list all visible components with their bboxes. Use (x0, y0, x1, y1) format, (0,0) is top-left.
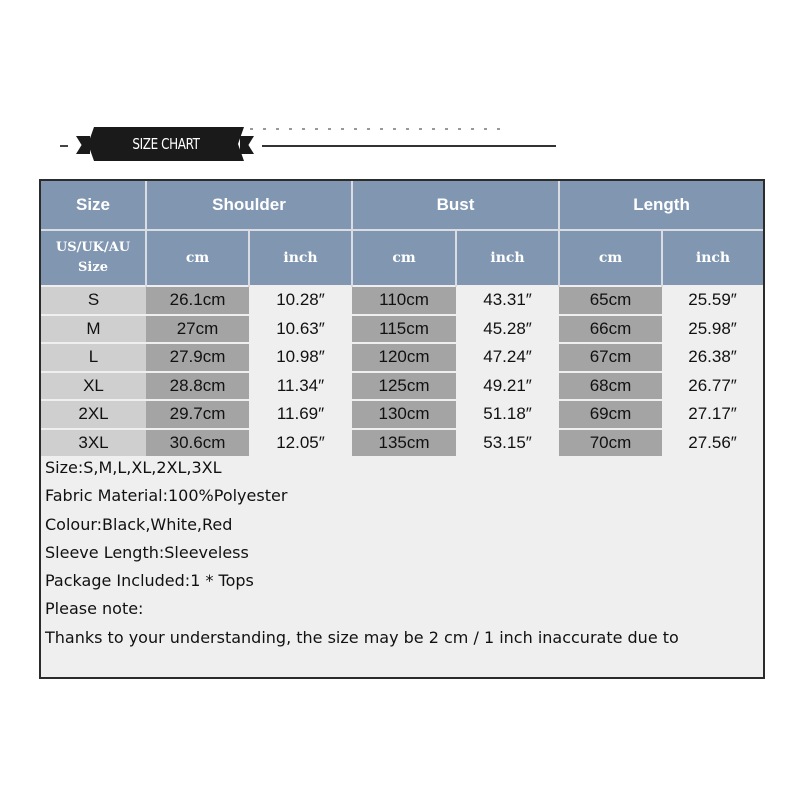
unit-shoulder-cm: cm (146, 230, 249, 286)
bust-cm-cell: 115cm (352, 315, 456, 344)
size-cell: XL (41, 372, 146, 401)
size-cell: S (41, 286, 146, 315)
shoulder-inch-cell: 10.63″ (249, 315, 352, 344)
shoulder-cm-cell: 29.7cm (146, 400, 249, 429)
size-chart-panel (39, 179, 765, 679)
shoulder-cm-cell: 28.8cm (146, 372, 249, 401)
header-size: Size (41, 181, 146, 230)
bust-cm-cell: 135cm (352, 429, 456, 457)
product-notes (45, 454, 761, 652)
size-table (41, 181, 763, 456)
shoulder-cm-cell: 27.9cm (146, 343, 249, 372)
header-length: Length (559, 181, 763, 230)
note-please-note: Please note: (45, 599, 144, 619)
banner-ribbon-right (240, 136, 254, 154)
shoulder-inch-cell: 11.34″ (249, 372, 352, 401)
length-cm-cell: 69cm (559, 400, 662, 429)
bust-inch-cell: 49.21″ (456, 372, 559, 401)
length-cm-cell: 67cm (559, 343, 662, 372)
bust-inch-cell: 45.28″ (456, 315, 559, 344)
bust-cm-cell: 120cm (352, 343, 456, 372)
banner-ribbon-left (76, 136, 90, 154)
size-chart-banner (0, 118, 800, 170)
length-cm-cell: 70cm (559, 429, 662, 457)
bust-cm-cell: 110cm (352, 286, 456, 315)
unit-bust-inch: inch (456, 230, 559, 286)
note-size: Size:S,M,L,XL,2XL,3XL (45, 458, 222, 477)
size-cell: M (41, 315, 146, 344)
shoulder-cm-cell: 26.1cm (146, 286, 249, 315)
shoulder-inch-cell: 10.98″ (249, 343, 352, 372)
header-shoulder: Shoulder (146, 181, 352, 230)
length-inch-cell: 25.59″ (662, 286, 763, 315)
banner-rule (262, 145, 556, 147)
unit-length-inch: inch (662, 230, 763, 286)
note-colour: Colour:Black,White,Red (45, 514, 233, 534)
table-row (41, 315, 763, 344)
length-inch-cell: 26.38″ (662, 343, 763, 372)
table-row (41, 286, 763, 315)
unit-bust-cm: cm (352, 230, 456, 286)
shoulder-cm-cell: 27cm (146, 315, 249, 344)
shoulder-inch-cell: 10.28″ (249, 286, 352, 315)
region-label-line1: US/UK/AU (55, 240, 131, 255)
length-cm-cell: 65cm (559, 286, 662, 315)
bust-cm-cell: 125cm (352, 372, 456, 401)
table-row (41, 343, 763, 372)
bust-inch-cell: 51.18″ (456, 400, 559, 429)
length-cm-cell: 66cm (559, 315, 662, 344)
table-unit-header-row (41, 230, 763, 286)
length-inch-cell: 25.98″ (662, 315, 763, 344)
note-fabric: Fabric Material:100%Polyester (45, 486, 288, 506)
table-row (41, 372, 763, 401)
note-disclaimer: Thanks to your understanding, the size may be 2 cm / 1 inch inaccurate due to (45, 627, 679, 647)
header-bust: Bust (352, 181, 559, 230)
banner-title: SIZE CHART (132, 135, 200, 153)
note-sleeve: Sleeve Length:Sleeveless (45, 542, 249, 562)
unit-length-cm: cm (559, 230, 662, 286)
banner-dash (60, 145, 68, 147)
bust-cm-cell: 130cm (352, 400, 456, 429)
unit-shoulder-inch: inch (249, 230, 352, 286)
banner-dots (250, 128, 500, 131)
length-inch-cell: 27.56″ (662, 429, 763, 457)
bust-inch-cell: 53.15″ (456, 429, 559, 457)
table-row (41, 400, 763, 429)
bust-inch-cell: 43.31″ (456, 286, 559, 315)
length-inch-cell: 26.77″ (662, 372, 763, 401)
bust-inch-cell: 47.24″ (456, 343, 559, 372)
size-cell: L (41, 343, 146, 372)
shoulder-cm-cell: 30.6cm (146, 429, 249, 457)
table-row (41, 429, 763, 457)
size-cell: 2XL (41, 400, 146, 429)
size-cell: 3XL (41, 429, 146, 457)
region-label-line2: Size (78, 260, 108, 275)
header-region (41, 230, 146, 286)
length-inch-cell: 27.17″ (662, 400, 763, 429)
note-package: Package Included:1 * Tops (45, 571, 254, 591)
shoulder-inch-cell: 12.05″ (249, 429, 352, 457)
table-group-header-row (41, 181, 763, 230)
shoulder-inch-cell: 11.69″ (249, 400, 352, 429)
length-cm-cell: 68cm (559, 372, 662, 401)
